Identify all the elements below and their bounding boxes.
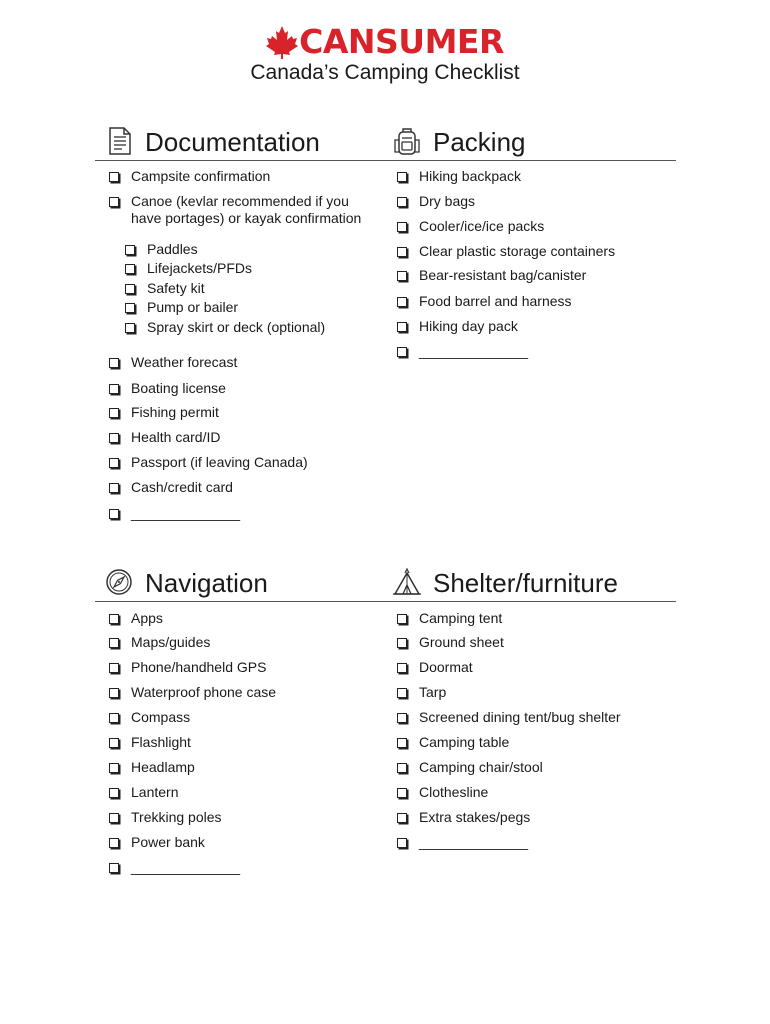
- checklist-item[interactable]: Apps: [109, 610, 163, 627]
- checklist-item[interactable]: Health card/ID: [109, 429, 220, 446]
- checkbox[interactable]: [109, 172, 119, 182]
- checklist-item[interactable]: ______________: [397, 343, 528, 360]
- checkbox[interactable]: [109, 483, 119, 493]
- backpack-icon: [393, 126, 421, 156]
- checkbox[interactable]: [397, 713, 407, 723]
- checklist-item[interactable]: Hiking backpack: [397, 168, 521, 185]
- checklist-subitem[interactable]: Safety kit: [125, 280, 205, 297]
- section-navigation: [95, 565, 385, 602]
- checkbox[interactable]: [397, 271, 407, 281]
- checkbox[interactable]: [397, 322, 407, 332]
- checkbox[interactable]: [109, 358, 119, 368]
- checklist-item[interactable]: Screened dining tent/bug shelter: [397, 709, 621, 726]
- section-title: Documentation: [145, 127, 320, 157]
- checklist-item[interactable]: Fishing permit: [109, 404, 219, 421]
- checkbox[interactable]: [125, 245, 135, 255]
- checkbox[interactable]: [109, 788, 119, 798]
- section-packing: [383, 124, 676, 161]
- checkbox[interactable]: [397, 688, 407, 698]
- checkbox[interactable]: [109, 197, 119, 207]
- checklist-item[interactable]: Trekking poles: [109, 809, 222, 826]
- checklist-item[interactable]: Clothesline: [397, 784, 488, 801]
- checkbox[interactable]: [125, 323, 135, 333]
- checklist-item[interactable]: Camping tent: [397, 610, 502, 627]
- checklist-item[interactable]: ______________: [397, 834, 528, 851]
- checkbox[interactable]: [109, 838, 119, 848]
- section-header: [383, 124, 676, 161]
- checklist-item[interactable]: Bear-resistant bag/canister: [397, 267, 586, 284]
- checklist-item[interactable]: Camping table: [397, 734, 509, 751]
- maple-leaf-icon: [266, 25, 298, 59]
- checklist-item[interactable]: Flashlight: [109, 734, 191, 751]
- tent-icon: [393, 567, 421, 597]
- checkbox[interactable]: [109, 509, 119, 519]
- checkbox[interactable]: [397, 222, 407, 232]
- checkbox[interactable]: [109, 738, 119, 748]
- checkbox[interactable]: [397, 172, 407, 182]
- checklist-item[interactable]: Maps/guides: [109, 634, 210, 651]
- checklist-subitem[interactable]: Spray skirt or deck (optional): [125, 319, 325, 336]
- section-shelter: [383, 565, 676, 602]
- checkbox[interactable]: [125, 264, 135, 274]
- checkbox[interactable]: [397, 838, 407, 848]
- section-documentation: [95, 124, 385, 161]
- compass-icon: [105, 567, 133, 597]
- checkbox[interactable]: [397, 813, 407, 823]
- checkbox[interactable]: [109, 384, 119, 394]
- checkbox[interactable]: [109, 688, 119, 698]
- checkbox[interactable]: [397, 347, 407, 357]
- checklist-subitem[interactable]: Lifejackets/PFDs: [125, 260, 252, 277]
- brand-logo: [0, 22, 770, 62]
- section-title: Navigation: [145, 568, 268, 598]
- checkbox[interactable]: [109, 614, 119, 624]
- checkbox[interactable]: [109, 863, 119, 873]
- checklist-item[interactable]: Cash/credit card: [109, 479, 233, 496]
- checklist-item[interactable]: Clear plastic storage containers: [397, 243, 615, 260]
- checkbox[interactable]: [109, 638, 119, 648]
- section-header: [95, 565, 385, 602]
- checkbox[interactable]: [109, 408, 119, 418]
- checklist-item[interactable]: Cooler/ice/ice packs: [397, 218, 544, 235]
- checklist-item[interactable]: Phone/handheld GPS: [109, 659, 266, 676]
- checklist-item[interactable]: Food barrel and harness: [397, 293, 572, 310]
- checkbox[interactable]: [397, 638, 407, 648]
- checkbox[interactable]: [109, 458, 119, 468]
- checklist-item[interactable]: Hiking day pack: [397, 318, 518, 335]
- checkbox[interactable]: [125, 284, 135, 294]
- checklist-item[interactable]: Waterproof phone case: [109, 684, 276, 701]
- checklist-item[interactable]: Extra stakes/pegs: [397, 809, 530, 826]
- checkbox[interactable]: [109, 763, 119, 773]
- checkbox[interactable]: [397, 763, 407, 773]
- checklist-item[interactable]: Campsite confirmation: [109, 168, 270, 185]
- checkbox[interactable]: [397, 247, 407, 257]
- checkbox[interactable]: [397, 738, 407, 748]
- checklist-item[interactable]: Doormat: [397, 659, 473, 676]
- checklist-item[interactable]: Headlamp: [109, 759, 195, 776]
- page-title: Canada’s Camping Checklist: [250, 61, 520, 84]
- checklist-subitem[interactable]: Paddles: [125, 241, 198, 258]
- checkbox[interactable]: [125, 303, 135, 313]
- section-title: Shelter/furniture: [433, 568, 618, 598]
- checklist-item[interactable]: Weather forecast: [109, 354, 237, 371]
- checkbox[interactable]: [397, 614, 407, 624]
- checklist-item[interactable]: Camping chair/stool: [397, 759, 543, 776]
- section-header: [95, 124, 385, 161]
- checklist-item[interactable]: ______________: [109, 505, 240, 522]
- checkbox[interactable]: [397, 197, 407, 207]
- checkbox[interactable]: [397, 663, 407, 673]
- checklist-item[interactable]: Power bank: [109, 834, 205, 851]
- checklist-subitem[interactable]: Pump or bailer: [125, 299, 238, 316]
- checklist-item[interactable]: Ground sheet: [397, 634, 504, 651]
- checklist-item[interactable]: Compass: [109, 709, 190, 726]
- checkbox[interactable]: [109, 433, 119, 443]
- checklist-item[interactable]: Tarp: [397, 684, 446, 701]
- checkbox[interactable]: [109, 713, 119, 723]
- checklist-item[interactable]: Lantern: [109, 784, 178, 801]
- section-title: Packing: [433, 127, 526, 157]
- checklist-item[interactable]: Boating license: [109, 380, 226, 397]
- checkbox[interactable]: [109, 663, 119, 673]
- section-header: [383, 565, 676, 602]
- checklist-item[interactable]: ______________: [109, 859, 240, 876]
- checklist-item[interactable]: Canoe (kevlar recommended if you have portages) or kayak confirmation: [109, 193, 361, 227]
- logo-text: CANSUMER: [299, 22, 504, 61]
- checkbox[interactable]: [397, 788, 407, 798]
- document-icon: [105, 126, 133, 156]
- checkbox[interactable]: [397, 297, 407, 307]
- checklist-item[interactable]: Dry bags: [397, 193, 475, 210]
- checkbox[interactable]: [109, 813, 119, 823]
- checklist-item[interactable]: Passport (if leaving Canada): [109, 454, 308, 471]
